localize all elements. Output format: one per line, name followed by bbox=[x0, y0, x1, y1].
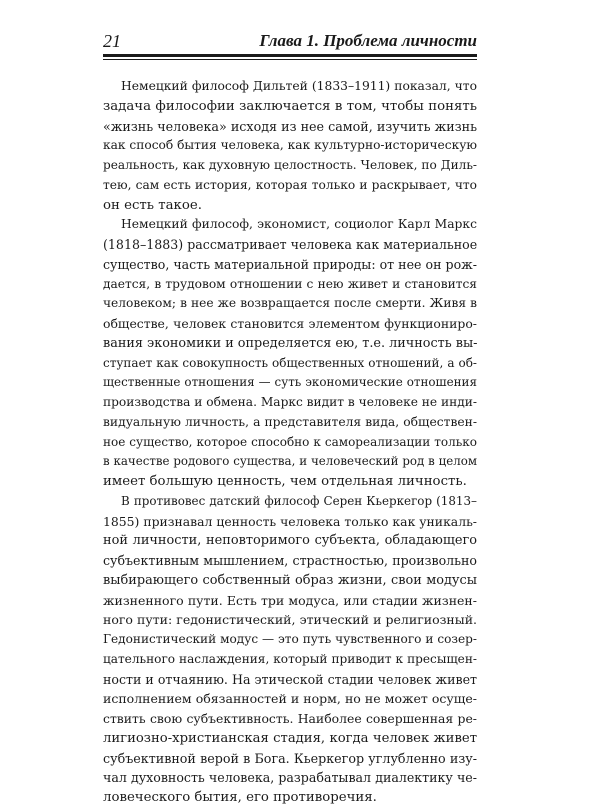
running-head bbox=[103, 30, 477, 52]
text-line: ступает как совокупность общественных отношений, а об- bbox=[103, 355, 477, 370]
body-text bbox=[103, 77, 477, 808]
text-line: как способ бытия человека, как культурно-историческую bbox=[103, 138, 477, 153]
text-line: ной личности, неповторимого субъекта, обладающего bbox=[103, 533, 477, 549]
text-line: субъективной верой в Бога. Кьеркегор углубленно изу- bbox=[103, 750, 477, 766]
text-line: видуальную личность, а представителя вида, обществен- bbox=[103, 414, 477, 429]
text-line: щественные отношения — суть экономические отношения bbox=[103, 375, 477, 390]
text-line: ности и отчаянию. На этической стадии человек живет bbox=[103, 671, 477, 687]
text-line: В противовес датский философ Серен Кьеркегор (1813– bbox=[121, 493, 477, 508]
text-line: лигиозно-христианская стадия, когда человек живет bbox=[103, 730, 477, 746]
text-line: он есть такое. bbox=[103, 197, 202, 213]
paragraph-dilthey bbox=[103, 77, 477, 215]
text-line: существо, часть материальной природы: от нее он рож- bbox=[103, 256, 477, 272]
text-line: Немецкий философ, экономист, социолог Карл Маркс bbox=[121, 217, 477, 232]
chapter-title: Глава 1. Проблема личности bbox=[259, 31, 477, 50]
text-line: вания экономики и определяется ею, т.е. личность вы- bbox=[103, 335, 478, 351]
text-line: выбирающего собственный образ жизни, свои модусы bbox=[103, 572, 477, 588]
text-line: чал духовность человека, разрабатывал диалектику че- bbox=[103, 770, 477, 786]
text-line: ловеческого бытия, его противоречия. bbox=[103, 790, 377, 805]
text-line: жизненного пути. Есть три модуса, или стадии жизнен- bbox=[103, 592, 477, 608]
text-line: в качестве родового существа, и человеческий род в целом bbox=[103, 454, 477, 469]
header-rule-thin bbox=[103, 59, 477, 60]
text-line: имеет большую ценность, чем отдельная личность. bbox=[103, 474, 467, 489]
text-line: ствить свою субъективность. Наиболее совершенная ре- bbox=[103, 711, 477, 726]
text-line: ного пути: гедонистический, этический и религиозный. bbox=[103, 612, 477, 628]
text-line: реальность, как духовную целостность. Человек, по Диль- bbox=[103, 158, 477, 172]
text-line: цательного наслаждения, который приводит к пресыщен- bbox=[103, 651, 477, 666]
text-line: ное существо, которое способно к самореализации только bbox=[103, 434, 477, 449]
page-number: 21 bbox=[103, 31, 121, 51]
text-line: обществе, человек становится элементом функциониро- bbox=[103, 316, 477, 331]
text-line: Немецкий философ Дильтей (1833–1911) показал, что bbox=[121, 79, 477, 93]
header-rule-thick bbox=[103, 54, 477, 57]
text-line: «жизнь человека» исходя из нее самой, изучить жизнь bbox=[103, 118, 477, 134]
text-line: исполнением обязанностей и норм, но не может осуще- bbox=[103, 691, 477, 707]
text-line: 1855) признавал ценность человека только как уникаль- bbox=[103, 513, 477, 529]
paragraph-marx bbox=[103, 215, 477, 492]
text-line: субъективным мышлением, страстностью, произвольно bbox=[103, 553, 477, 568]
text-line: (1818–1883) рассматривает человека как материальное bbox=[103, 237, 478, 252]
paragraph-kierkegaard bbox=[103, 492, 477, 808]
text-line: производства и обмена. Маркс видит в человеке не инди- bbox=[103, 395, 477, 409]
text-line: задача философии заключается в том, чтобы понять bbox=[103, 98, 477, 114]
text-line: человеком; в нее же возвращается после смерти. Живя в bbox=[103, 296, 477, 311]
text-line: Гедонистический модус — это путь чувственного и созер- bbox=[103, 632, 477, 646]
text-line: дается, в трудовом отношении с нею живет и становится bbox=[103, 276, 477, 291]
text-line: тею, сам есть история, которая только и раскрывает, что bbox=[103, 177, 477, 192]
